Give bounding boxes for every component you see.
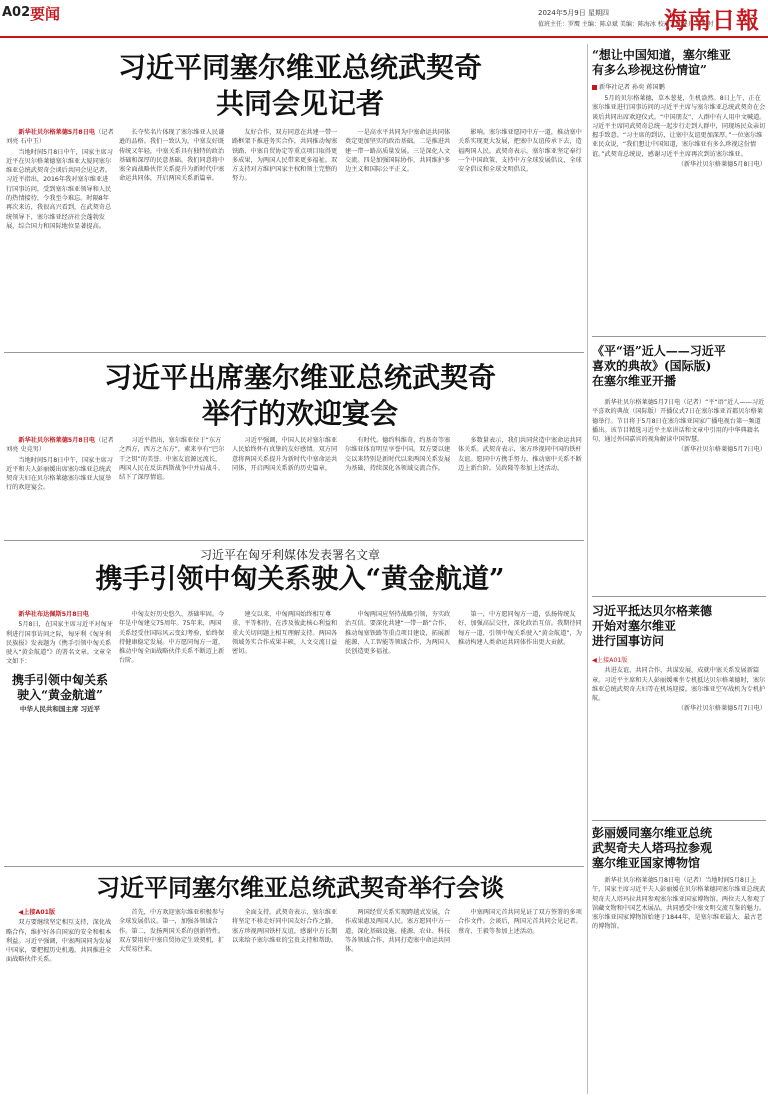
issue-date: 2024年5月9日 星期四 — [538, 9, 609, 17]
divider — [4, 352, 584, 353]
story2-text-5: 多数量表示，我们共同营造中塞命运共同体关系。武契奇表示，塞方珍视同中国的铁杆友谊。愿同中方携手努力，推动塞中关系不断迈上新台阶。吴政隆等参加上述活动。 — [458, 437, 582, 472]
story2-reporters: （记者刘亮 史竞男） — [6, 437, 114, 454]
story4-col4 — [345, 908, 453, 1094]
story3-text-2: 中匈友好历史悠久、基础牢固。今年是中匈建交75周年。75年来，两国关系经受住国际风云变幻考验，始终保持健康稳定发展。中方愿同匈方一道，推动中匈全面战略伙伴关系不断迈上新台阶。 — [119, 611, 225, 665]
sidebar1-body — [592, 94, 766, 326]
story3-boxed-title — [6, 673, 114, 714]
story4-headline: 习近平同塞尔维亚总统武契奇举行会谈 — [96, 873, 504, 902]
sidebar1-end: （新华社贝尔格莱德5月8日电） — [677, 161, 766, 169]
sidebar3-body — [592, 656, 766, 814]
story2-text-2: 习近平指出，塞尔维亚位于“东方之西方，西方之东方”，素来享有“巴尔干之钥”的美誉。中塞友谊源远流长，两国人民在反法西斯战争中并肩战斗，结下了深厚情谊。 — [119, 437, 225, 482]
bullet-square-icon — [592, 85, 597, 90]
boxed-title-line1: 携手引领中匈关系 — [11, 672, 108, 687]
story3-col2 — [119, 610, 227, 860]
editor-credits: 值班主任：罗鹰 主编：陈卓斌 美编：陈海冰 校对：叶健升 黄均时 — [538, 21, 714, 28]
story2-text-3: 习近平强调，中国人民对塞尔维亚人民始终怀有真挚的友好感情。双方同意将两国关系提升为新时代中塞命运共同体，开启两国关系新的历史篇章。 — [232, 437, 338, 472]
divider — [592, 820, 766, 821]
story4-text-1: 双方要继续坚定相互支持，深化战略合作，维护好各自国家的安全和根本利益。习近平强调，中塞两国同为发展中国家，要把握历史机遇，共同推进全面战略伙伴关系。 — [6, 919, 112, 964]
story1-text-3: 友好合作，双方同意在共建一带一路框架下推进务实合作，共同推动匈塞铁路、中塞自贸协定等重点项目取得更多成果，为两国人民带来更多福祉。双方支持对方维护国家主权和领土完整的努力。 — [232, 129, 338, 183]
story4-text-2: 首先，中方欢迎塞尔维亚积极参与全球发展倡议。第一，加强各领域合作。第二，发扬两国关系的创新特性。双方要用好中塞自贸协定生效契机，扩大贸易往来。 — [119, 909, 225, 954]
sidebar3-title — [592, 604, 766, 649]
sidebar2-title-line1: 《平“语”近人——习近平 — [592, 344, 726, 358]
sidebar1-byline — [592, 82, 766, 91]
divider — [4, 866, 584, 867]
story2-text-4: 有时代。德约科维奇、约基奇等塞尔维亚体育明星享誉中国。双方要以建交以来特别是新时代以来两国关系发展为基础，持续深化各领域交流合作。 — [345, 437, 451, 472]
story4-col2 — [119, 908, 227, 1094]
sidebar3-title-line2: 开始对塞尔维亚 — [592, 619, 677, 633]
story2-col1 — [6, 436, 114, 534]
story3-col5 — [458, 610, 582, 860]
sidebar2-title — [592, 344, 766, 389]
divider — [4, 540, 584, 541]
sidebar4-body — [592, 876, 766, 1094]
sidebar3-title-line3: 进行国事访问 — [592, 634, 665, 648]
story3-text-4: 中匈两国应坚持战略引领，夯实政治互信。要深化共建“一带一路”合作，推动匈塞铁路等重点项目建设，拓展新能源、人工智能等领域合作，为两国人民创造更多福祉。 — [345, 611, 451, 656]
divider — [592, 596, 766, 597]
sidebar2-title-line2: 喜欢的典故》(国际版) — [592, 359, 712, 373]
story1-col1 — [6, 128, 114, 346]
story1-text-2: 长夺奖名片体现了塞尔维亚人民谦逊的品格。我们一致认为，中塞友好既传统又年轻，中塞关系具有独特的政治基础和深厚的民意基础。我们同意将中塞全面战略伙伴关系提升为新时代中塞命运共同体，开启两国关系新篇章。 — [119, 129, 225, 183]
boxed-title-line2: 驶入“黄金航道” — [17, 687, 103, 702]
story1-headline — [40, 50, 560, 122]
sidebar3-end: （新华社贝尔格莱德5月7日电） — [677, 705, 766, 713]
story1-headline-line1: 习近平同塞尔维亚总统武契奇 — [117, 51, 482, 84]
story1-col5 — [458, 128, 582, 346]
story4-text-4: 两国经贸关系实现跨越式发展，合作成果惠及两国人民。塞方愿同中方一道，深化基础设施、能源、农业、科技等各领域合作，共同打造塞中命运共同体。 — [345, 909, 451, 954]
story1-text-1: 当地时间5月8日中午，国家主席习近平在贝尔格莱德塞尔维亚大厦同塞尔维亚总统武契奇会谈后共同会见记者。习近平指出，2016年我对塞尔维亚进行国事访问，受到塞尔维亚领导和人民的热情接待，令我至今难忘。时隔8年再次来访，我很高兴看到，在武契奇总统领导下，塞尔维亚经济社会蓬勃发展，综合国力和国际地位显著提高。 — [6, 148, 113, 230]
story4-col1 — [6, 908, 114, 1094]
boxed-byline: 中华人民共和国主席 习近平 — [19, 704, 101, 713]
section-title: 要闻 — [30, 5, 61, 23]
story1-reporters: （记者刘亮 石中玉） — [6, 129, 114, 146]
story2-col3 — [232, 436, 340, 534]
story1-col2 — [119, 128, 227, 346]
sidebar4-title-line2: 武契奇夫人塔玛拉参观 — [592, 841, 713, 855]
sidebar1-text: 5月的贝尔格莱德，草木葱茏，生机盎然。8日上午，正在塞尔维亚进行国事访问的习近平主席与塞尔维亚总统武契奇在会谈后共同出席欢迎仪式。“中国朋友”，人群中有人用中文喊道。习近平主席同武契奇总统一起步行走到人群中，同现场民众亲切握手致意。“习主席的到访，让塞中友谊更加深厚。”一位塞尔维亚民众说，“我们想让中国知道，塞尔维亚有多么珍视这份情谊。”武契奇总统说，感谢习近平主席再次到访塞尔维亚。 — [592, 95, 766, 158]
newspaper-logo: 海南日報 — [664, 7, 760, 34]
sidebar4-text: 新华社贝尔格莱德5月8日电（记者）当地时间5月8日上午，国家主席习近平夫人彭丽媛在贝尔格莱德同塞尔维亚总统武契奇夫人塔玛拉共同参观塞尔维亚国家博物馆。两位夫人参观了馆藏文物和中国艺术展品，共同感受中塞文明交流互鉴的魅力。塞尔维亚国家博物馆始建于1844年，是塞尔维亚最大、最古老的博物馆。 — [592, 877, 766, 931]
sidebar3-title-line1: 习近平抵达贝尔格莱德 — [592, 604, 713, 618]
sidebar4-title-line3: 塞尔维亚国家博物馆 — [592, 856, 701, 870]
story3-text-5: 第一，中方愿同匈方一道，弘扬传统友好，加强高层交往，深化政治互信。我期待同匈方一道，引领中匈关系驶入“黄金航道”，为推动构建人类命运共同体作出更大贡献。 — [458, 611, 582, 646]
sidebar1-title-line1: “想让中国知道，塞尔维亚 — [592, 48, 731, 62]
story4-col3 — [232, 908, 340, 1094]
story1-col4 — [345, 128, 453, 346]
story3-col4 — [345, 610, 453, 860]
story3-headline: 携手引领中匈关系驶入“黄金航道” — [95, 564, 505, 595]
story4-text-5: 中塞两国元首共同见证了双方签署的多项合作文件。会谈后，两国元首共同会见记者。蔡奇、王毅等参加上述活动。 — [458, 909, 582, 935]
page-number: A02 — [2, 5, 31, 20]
sidebar1-byline-text: 新华社记者 孙奕 蒋国鹏 — [599, 84, 665, 91]
story1-dateline: 新华社贝尔格莱德5月8日电 — [18, 129, 96, 136]
story2-dateline: 新华社贝尔格莱德5月8日电 — [18, 437, 96, 444]
story2-col5 — [458, 436, 582, 534]
page-header — [0, 0, 768, 38]
story1-headline-line2: 共同会见记者 — [215, 87, 384, 120]
story1-col3 — [232, 128, 340, 346]
story3-col1 — [6, 610, 114, 860]
sidebar2-text: 新华社贝尔格莱德5月7日电（记者）“平“语”近人——习近平喜欢的典故（国际版）开播仪式7日在塞尔维亚首都贝尔格莱德举行。节目将于5月8日在塞尔维亚国家广播电视台第一频道播出。该节目精选习近平主席讲话和文章中引用的中华典籍名句，通过外国嘉宾的视角解读中国智慧。 — [592, 399, 765, 444]
story1-text-5: 影响。塞尔维亚愿同中方一道，推动塞中关系实现更大发展，把塞中友谊传承下去，造福两国人民。武契奇表示，塞尔维亚坚定奉行一个中国政策，支持中方全球发展倡议、全球安全倡议和全球文明倡议。 — [458, 129, 582, 174]
sidebar2-end: （新华社贝尔格莱德5月7日电） — [677, 446, 766, 454]
sidebar1-title — [592, 48, 766, 78]
story2-headline — [40, 360, 560, 432]
sidebar4-title-line1: 彭丽媛同塞尔维亚总统 — [592, 826, 713, 840]
sidebar2-body — [592, 398, 766, 588]
story3-col3 — [232, 610, 340, 860]
sidebar2-title-line3: 在塞尔维亚开播 — [592, 374, 677, 388]
story4-text-3: 全面支持。武契奇表示，塞尔维亚将坚定不移走好同中国友好合作之路，塞方珍视两国铁杆友谊，感谢中方长期以来给予塞尔维亚的宝贵支持和帮助。 — [232, 909, 338, 944]
story2-text-1: 当地时间5月8日中午，国家主席习近平和夫人彭丽媛出席塞尔维亚总统武契奇夫妇在贝尔格莱德塞尔维亚大厦举行的欢迎宴会。 — [6, 456, 113, 492]
sidebar4-title — [592, 826, 766, 871]
story4-cont-note: ◀上接A01版 — [18, 909, 56, 916]
story1-text-4: 一是高水平共同为中塞命运共同体奠定更加坚实的政治基础。二是推进共建一带一路高质量发展。三是深化人文交流。四是加强国际协作，共同维护多边主义和国际公平正义。 — [345, 129, 451, 174]
story2-col2 — [119, 436, 227, 534]
story3-text-3: 建交以来，中匈两国始终相互尊重、平等相待，在涉及彼此核心利益和重大关切问题上相互理解支持。两国各领域务实合作成果丰硕，人文交流日益密切。 — [232, 611, 338, 656]
sidebar1-title-line2: 有多么珍视这份情谊” — [592, 63, 707, 77]
divider — [592, 336, 766, 337]
story2-col4 — [345, 436, 453, 534]
sidebar3-cont-note: ◀上接A01版 — [592, 657, 628, 664]
column-divider — [587, 44, 588, 1094]
story3-dateline: 新华社布达佩斯5月8日电 — [18, 611, 89, 618]
story2-headline-line2: 举行的欢迎宴会 — [201, 397, 398, 430]
story2-headline-line1: 习近平出席塞尔维亚总统武契奇 — [103, 361, 496, 394]
story4-col5 — [458, 908, 582, 1094]
story3-kicker: 习近平在匈牙利媒体发表署名文章 — [199, 548, 380, 562]
story3-text-1: 5月8日，在国家主席习近平对匈牙利进行国事访问之际，匈牙利《匈牙利民族报》发表题为《携手引领中匈关系驶入“黄金航道”》的署名文章。文章全文如下： — [6, 621, 113, 666]
sidebar3-text: 共进友谊，共同合作，共谋发展，成就中塞关系发展新篇章。习近平主席和夫人彭丽媛乘坐专机抵达贝尔格莱德时，塞尔维亚总统武契奇夫妇等在机场迎接。塞尔维亚空军战机为专机护航。 — [592, 667, 766, 703]
